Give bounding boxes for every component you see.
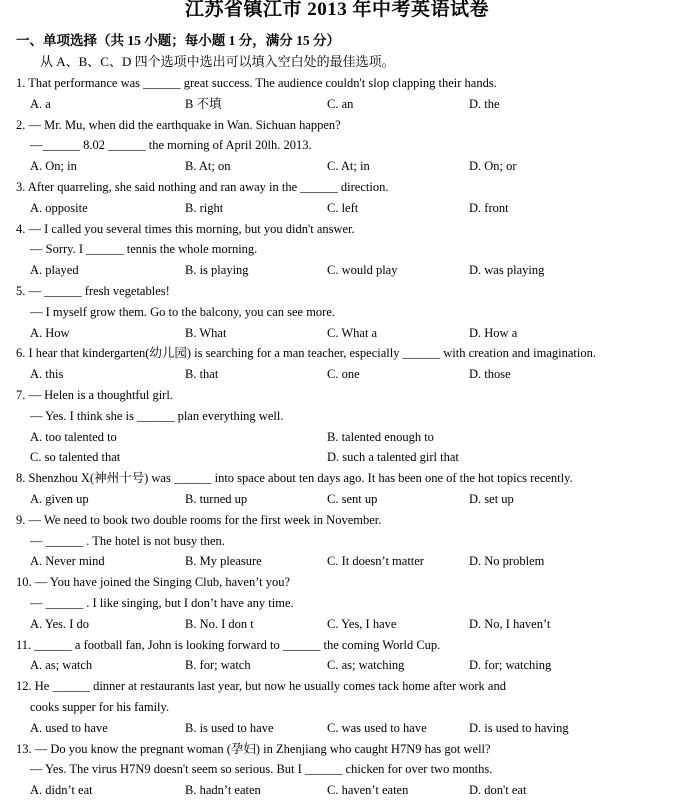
question-dialogue-line: cooks supper for his family.: [30, 700, 170, 714]
option-c[interactable]: C. What a: [327, 325, 378, 340]
question-stem-row: [0, 302, 674, 322]
option-b[interactable]: B. At; on: [185, 159, 231, 174]
option-d[interactable]: D. How a: [469, 325, 518, 340]
option-b[interactable]: B. hadn’t eaten: [185, 783, 261, 798]
question-stem-row: [0, 219, 674, 239]
question-stem: 2. — Mr. Mu, when did the earthquake in Wan. Sichuan happen?: [16, 117, 341, 132]
options-row: [0, 655, 674, 675]
option-a[interactable]: A. as; watch: [30, 658, 93, 673]
question-stem-row: [0, 697, 674, 717]
question-stem-row: [0, 572, 674, 592]
option-c[interactable]: C. an: [327, 96, 354, 111]
option-c[interactable]: C. left: [327, 200, 359, 215]
option-c[interactable]: C. At; in: [327, 159, 370, 174]
option-a[interactable]: A. given up: [30, 492, 89, 506]
question-stem: 8. Shenzhou X(神州十号) was ______ into space about ten days ago. It has been one of the hot topics recently.: [16, 471, 573, 486]
question-stem: 3. After quarreling, she said nothing and ran away in the ______ direction.: [16, 180, 389, 194]
question-stem-row: [0, 468, 674, 488]
option-a[interactable]: A. didn’t eat: [30, 783, 93, 798]
question-stem: 4. — I called you several times this morning, but you didn't answer.: [16, 221, 355, 236]
question-stem-row: [0, 406, 674, 426]
question-dialogue-line: — Yes. I think she is ______ plan everything well.: [30, 408, 284, 423]
option-b[interactable]: B. that: [185, 367, 219, 382]
option-b[interactable]: B. for; watch: [185, 658, 251, 673]
option-b[interactable]: B. talented enough to: [327, 429, 434, 444]
option-a[interactable]: A. Never mind: [30, 554, 105, 569]
options-row: [0, 718, 674, 738]
question-dialogue-line: — Sorry. I ______ tennis the whole morning.: [30, 242, 258, 257]
option-a[interactable]: A. a: [30, 96, 51, 111]
option-c[interactable]: C. would play: [327, 263, 398, 278]
option-c[interactable]: C. haven’t eaten: [327, 783, 409, 798]
option-c[interactable]: C. Yes, I have: [327, 616, 397, 631]
question-stem-row: [0, 759, 674, 779]
option-d[interactable]: D. set up: [469, 492, 514, 506]
question-stem-row: [0, 635, 674, 655]
option-b[interactable]: B. What: [185, 325, 227, 340]
option-d[interactable]: D. the: [469, 96, 500, 111]
options-row: [0, 94, 674, 114]
question-stem: 5. — ______ fresh vegetables!: [16, 284, 170, 298]
option-c[interactable]: C. one: [327, 367, 360, 382]
options-row: [0, 156, 674, 176]
options-row: [0, 364, 674, 384]
options-row: [0, 198, 674, 218]
option-a[interactable]: A. too talented to: [30, 429, 117, 444]
option-d[interactable]: D. On; or: [469, 159, 517, 174]
option-c[interactable]: C. as; watching: [327, 658, 405, 673]
exam-title: 江苏省镇江市 2013 年中考英语试卷: [184, 0, 489, 20]
option-d[interactable]: D. for; watching: [469, 658, 552, 673]
question-stem: 11. ______ a football fan, John is looking forward to ______ the coming World Cup.: [16, 637, 441, 652]
question-stem-row: [0, 239, 674, 259]
question-stem-row: [0, 343, 674, 363]
options-row: [0, 447, 674, 467]
option-b[interactable]: B. No. I don t: [185, 616, 254, 631]
question-stem-row: [0, 135, 674, 155]
question-stem-row: [0, 281, 674, 301]
option-b[interactable]: B 不填: [185, 96, 222, 111]
question-stem-row: [0, 115, 674, 135]
options-row: [0, 427, 674, 447]
question-stem: 10. — You have joined the Singing Club, haven’t you?: [16, 575, 291, 590]
question-dialogue-line: — ______ . I like singing, but I don’t have any time.: [30, 596, 294, 610]
option-b[interactable]: B. turned up: [185, 492, 248, 506]
option-a[interactable]: A. used to have: [30, 720, 108, 735]
question-stem-row: [0, 676, 674, 696]
question-stem-row: [0, 510, 674, 530]
option-d[interactable]: D. front: [469, 200, 509, 215]
option-d[interactable]: D. those: [469, 367, 511, 382]
option-d[interactable]: D. was playing: [469, 263, 545, 278]
option-d[interactable]: D. No, I haven’t: [469, 616, 551, 631]
section-instruction: 从 A、B、C、D 四个选项中选出可以填入空白处的最佳选项。: [40, 54, 395, 69]
question-dialogue-line: — ______ . The hotel is not busy then.: [30, 533, 225, 548]
section-heading: 一、单项选择（共 15 小题；每小题 1 分，满分 15 分）: [16, 33, 340, 48]
option-b[interactable]: B. is playing: [185, 263, 249, 278]
option-c[interactable]: C. sent up: [327, 492, 378, 506]
question-stem: 12. He ______ dinner at restaurants last year, but now he usually comes tack home after work and: [16, 679, 506, 694]
option-a[interactable]: A. played: [30, 263, 79, 278]
options-row: [0, 260, 674, 280]
question-stem-row: [0, 385, 674, 405]
option-b[interactable]: B. is used to have: [185, 720, 274, 735]
option-a[interactable]: A. opposite: [30, 200, 88, 215]
options-row: [0, 489, 674, 509]
option-c[interactable]: C. was used to have: [327, 720, 427, 735]
option-d[interactable]: D. No problem: [469, 554, 545, 569]
question-dialogue-line: —______ 8.02 ______ the morning of April 20lh. 2013.: [30, 138, 312, 153]
question-stem: 7. — Helen is a thoughtful girl.: [16, 388, 173, 402]
options-row: [0, 323, 674, 343]
question-stem-row: [0, 177, 674, 197]
option-d[interactable]: D. such a talented girl that: [327, 450, 459, 465]
option-a[interactable]: A. this: [30, 367, 64, 382]
question-stem: 1. That performance was ______ great success. The audience couldn't slop clapping their hands.: [16, 76, 497, 90]
option-a[interactable]: A. On; in: [30, 159, 77, 174]
question-stem: 6. I hear that kindergarten(幼儿园) is searching for a man teacher, especially ______ with creation and imagination.: [16, 346, 596, 361]
question-stem-row: [0, 531, 674, 551]
question-dialogue-line: — I myself grow them. Go to the balcony, you can see more.: [30, 304, 336, 319]
option-a[interactable]: A. How: [30, 325, 70, 340]
option-c[interactable]: C. so talented that: [30, 450, 121, 465]
options-row: [0, 614, 674, 634]
options-row: [0, 780, 674, 800]
option-b[interactable]: B. right: [185, 200, 224, 215]
question-stem-row: [0, 593, 674, 613]
question-stem: 9. — We need to book two double rooms for the first week in November.: [16, 512, 382, 527]
options-row: [0, 551, 674, 571]
question-stem-row: [0, 73, 674, 93]
question-dialogue-line: — Yes. The virus H7N9 doesn't seem so serious. But I ______ chicken for over two months.: [30, 762, 493, 777]
option-a[interactable]: A. Yes. I do: [30, 616, 90, 631]
option-b[interactable]: B. My pleasure: [185, 554, 262, 569]
option-d[interactable]: D. don't eat: [469, 783, 527, 798]
option-d[interactable]: D. is used to having: [469, 720, 569, 735]
question-stem: 13. — Do you know the pregnant woman (孕妇) in Zhenjiang who caught H7N9 has got well?: [16, 741, 491, 756]
option-c[interactable]: C. It doesn’t matter: [327, 554, 424, 569]
question-stem-row: [0, 739, 674, 759]
